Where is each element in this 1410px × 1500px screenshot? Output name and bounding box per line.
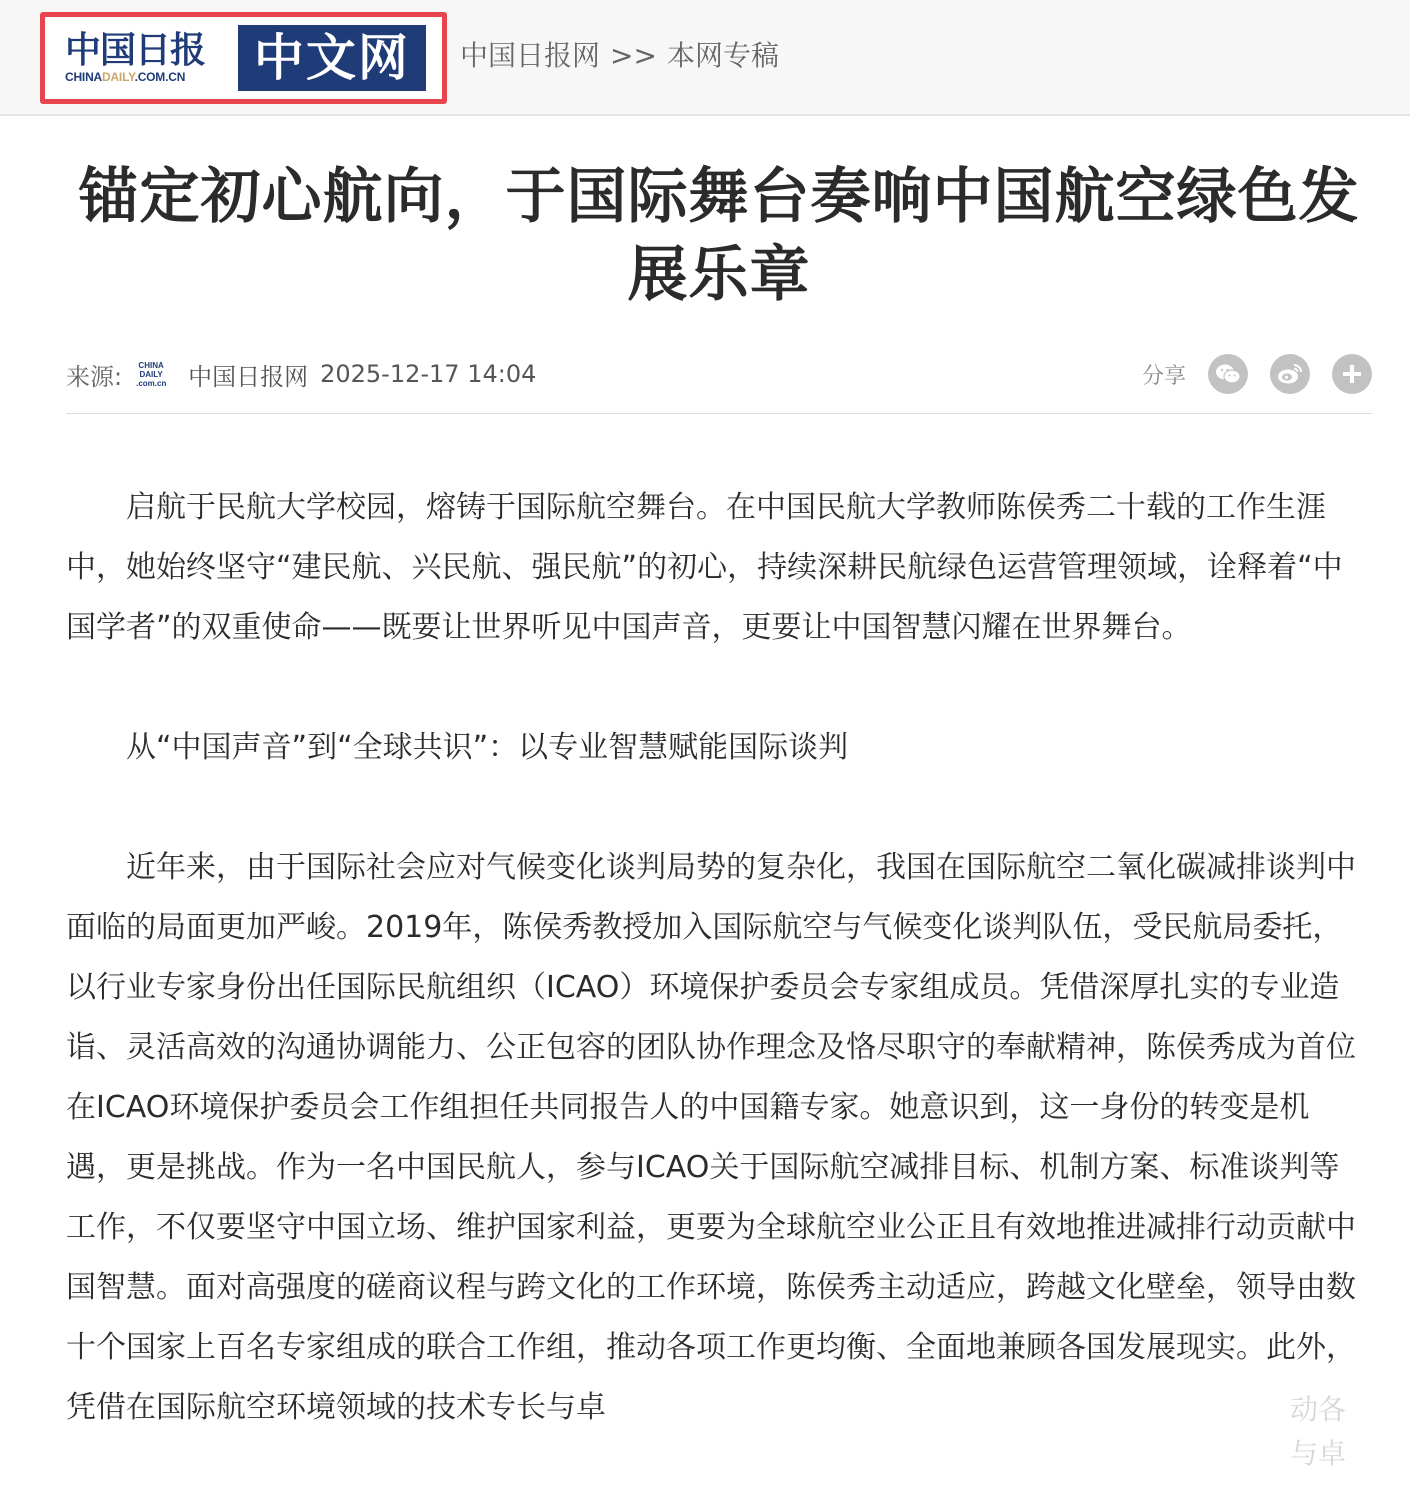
site-header (0, 0, 1410, 116)
article-body (66, 478, 1362, 1438)
wechat-icon (1215, 363, 1241, 385)
logo-chinese-text: 中国日报 (65, 29, 206, 71)
watermark (1278, 1388, 1358, 1476)
source-label: 来源: (66, 362, 123, 391)
source-logo-line-3: .com.cn (136, 378, 167, 388)
article-paragraph: 近年来，由于国际社会应对气候变化谈判局势的复杂化，我国在国际航空二氧化碳减排谈判中面临的局面更加严峻。2019年，陈侯秀教授加入国际航空与气候变化谈判队伍，受民航局委托，以行业专家身份出任国际民航组织（ICAO）环境保护委员会专家组成员。凭借深厚扎实的专业造诣、灵活高效的沟通协调能力、公正包容的团队协作理念及恪尽职守的奉献精神，陈侯秀成为首位在ICAO环境保护委员会工作组担任共同报告人的中国籍专家。她意识到，这一身份的转变是机遇，更是挑战。作为一名中国民航人，参与ICAO关于国际航空减排目标、机制方案、标准谈判等工作，不仅要坚守中国立场、维护国家利益，更要为全球航空业公正且有效地推进减排行动贡献中国智慧。面对高强度的磋商议程与跨文化的工作环境，陈侯秀主动适应，跨越文化壁垒，领导由数十个国家上百名专家组成的联合工作组，推动各项工作更均衡、全面地兼顾各国发展现实。此外，凭借在国际航空环境领域的技术专长与卓 (66, 850, 1356, 1425)
breadcrumb-separator: >> (610, 39, 657, 72)
plus-icon (1341, 363, 1363, 385)
breadcrumb (460, 36, 779, 76)
share-label: 分享 (1141, 363, 1186, 389)
logo-china-daily (65, 25, 230, 91)
share-wechat-button[interactable] (1208, 354, 1248, 394)
logo-site-name: 中文网 (238, 25, 426, 91)
share-more-button[interactable] (1332, 354, 1372, 394)
breadcrumb-home-link[interactable]: 中国日报网 (460, 39, 601, 72)
article-meta (66, 350, 1372, 414)
logo-english-text: CHINADAILY.COM.CN (65, 70, 186, 84)
source-name: 中国日报网 (188, 362, 309, 391)
source-logo-line-2: DAILY (139, 369, 163, 379)
share-bar (1142, 352, 1372, 396)
publish-datetime: 2025-12-17 14:04 (320, 360, 537, 388)
source-logo-icon (136, 359, 166, 389)
share-weibo-button[interactable] (1270, 354, 1310, 394)
source-logo-line-1: CHINA (138, 360, 164, 370)
breadcrumb-section-link[interactable]: 本网专稿 (666, 39, 779, 72)
meta-source (66, 354, 536, 394)
weibo-icon (1277, 363, 1303, 385)
article-paragraph-intro: 启航于民航大学校园，熔铸于国际航空舞台。在中国民航大学教师陈侯秀二十载的工作生涯中，她始终坚守“建民航、兴民航、强民航”的初心，持续深耕民航绿色运营管理领域，诠释着“中国学者”的双重使命——既要让世界听见中国声音，更要让中国智慧闪耀在世界舞台。 (66, 490, 1343, 645)
watermark-line-2: 与卓 (1289, 1437, 1346, 1470)
article-title: 锚定初心航向，于国际舞台奏响中国航空绿色发展乐章 (78, 162, 1360, 310)
watermark-line-1: 动各 (1289, 1393, 1346, 1426)
article-subheading: 从“中国声音”到“全球共识”：以专业智慧赋能国际谈判 (126, 730, 849, 765)
site-logo[interactable] (40, 12, 447, 104)
